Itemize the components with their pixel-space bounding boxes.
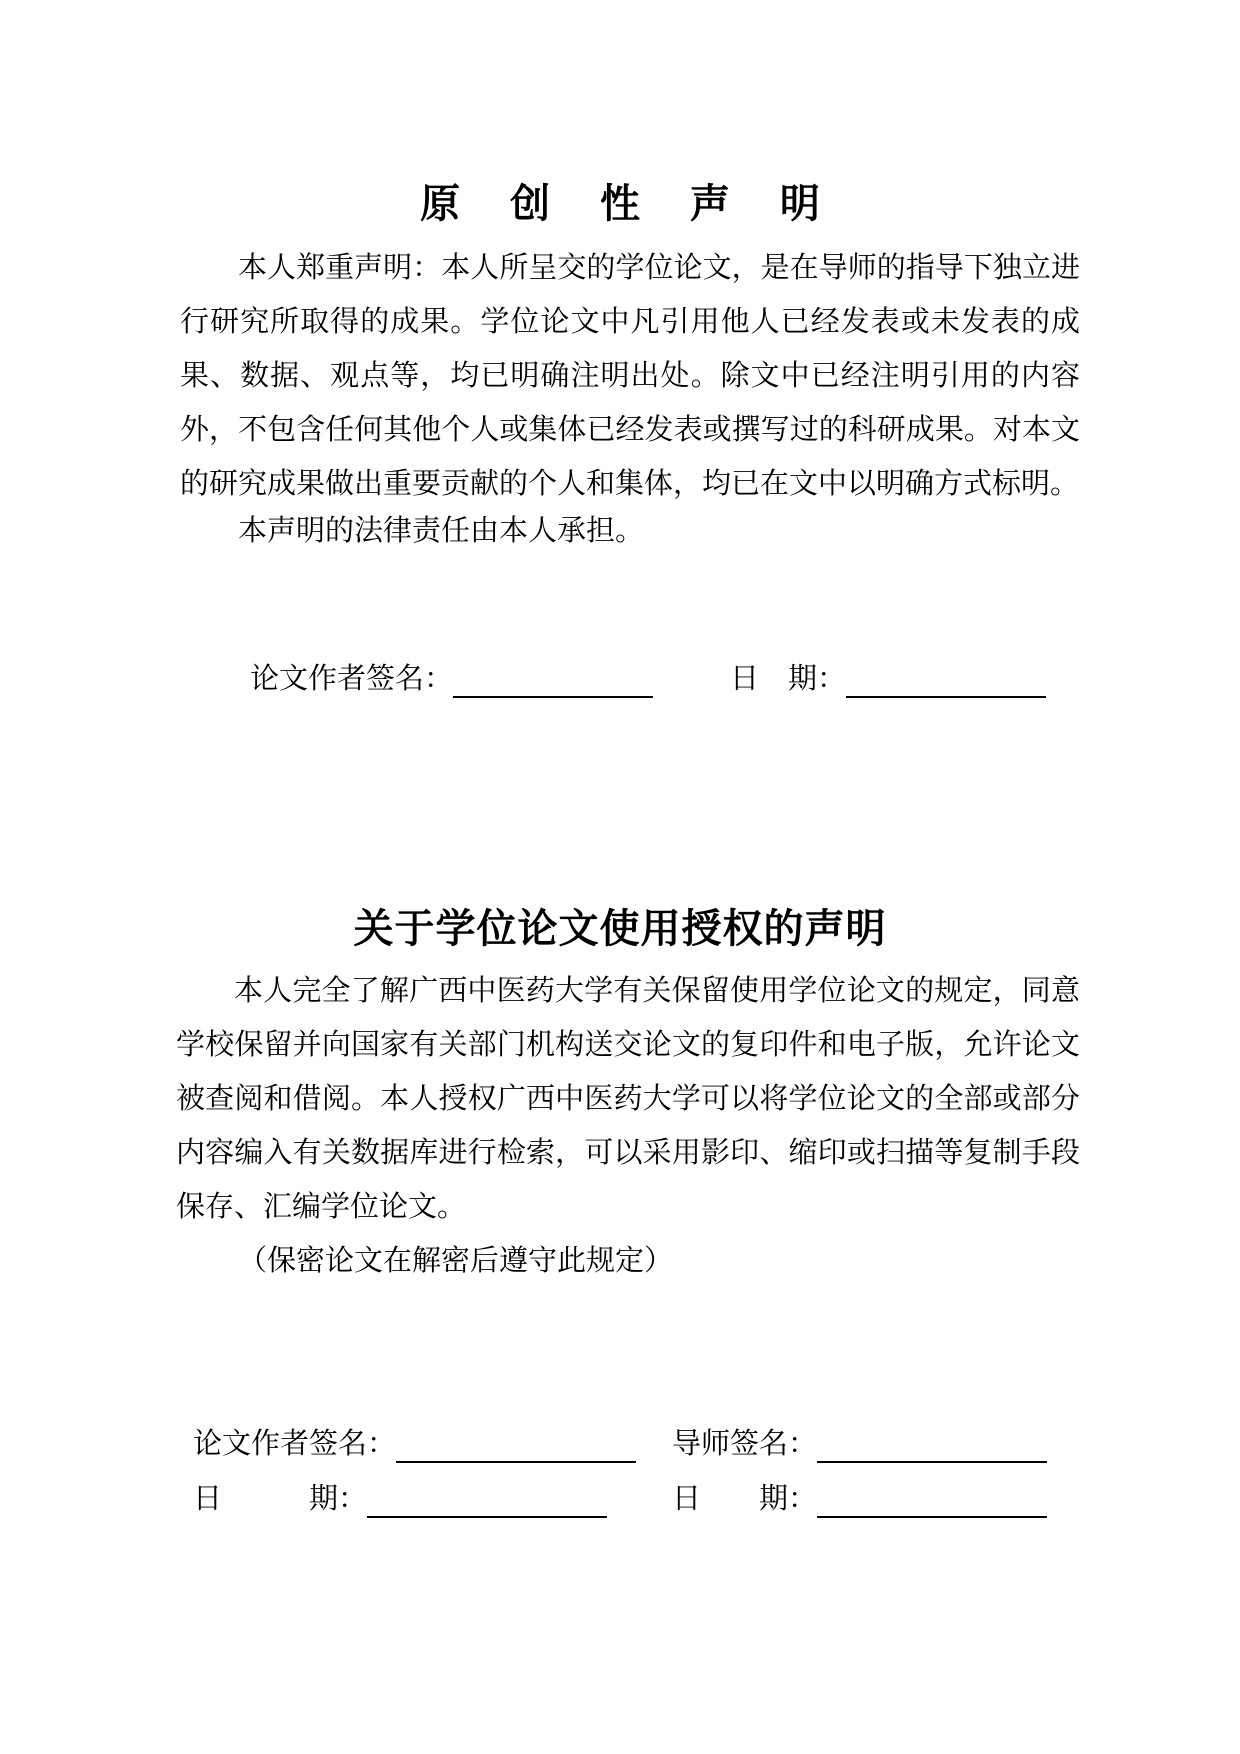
originality-responsibility: 本声明的法律责任由本人承担。 bbox=[238, 513, 645, 547]
authorization-title: 关于学位论文使用授权的声明 bbox=[353, 905, 887, 952]
supervisor-signature-label: 导师签名： bbox=[672, 1426, 818, 1460]
author-signature-line bbox=[396, 1431, 636, 1463]
confidential-note: （保密论文在解密后遵守此规定） bbox=[238, 1243, 674, 1277]
date-label: 日 期： bbox=[730, 661, 847, 695]
author-signature-line bbox=[453, 666, 653, 698]
originality-body: 本人郑重声明：本人所呈交的学位论文，是在导师的指导下独立进行研究所取得的成果。学位论文中凡引用他人已经发表或未发表的成果、数据、观点等，均已明确注明出处。除文中已经注明引用的内容外，不包含任何其他个人或集体已经发表或撰写过的科研成果。对本文的研究成果做出重要贡献的个人和集体，均已在文中以明确方式标明。 bbox=[180, 250, 1080, 500]
authorization-body: 本人完全了解广西中医药大学有关保留使用学位论文的规定，同意学校保留并向国家有关部门机构送交论文的复印件和电子版，允许论文被查阅和借阅。本人授权广西中医药大学可以将学位论文的全部或部分内容编入有关数据库进行检索，可以采用影印、缩印或扫描等复制手段保存、汇编学位论文。 bbox=[176, 973, 1080, 1223]
author-date-label: 日 期： bbox=[193, 1481, 368, 1515]
originality-date bbox=[730, 658, 1046, 698]
authorization-author-signature bbox=[193, 1423, 636, 1463]
authorization-author-date bbox=[193, 1478, 607, 1518]
supervisor-date-label: 日 期： bbox=[672, 1481, 818, 1515]
originality-title: 原 创 性 声 明 bbox=[420, 180, 838, 227]
supervisor-date-line bbox=[817, 1486, 1047, 1518]
authorization-supervisor-date bbox=[672, 1478, 1047, 1518]
authorization-supervisor-signature bbox=[672, 1423, 1047, 1463]
author-signature-label: 论文作者签名： bbox=[193, 1426, 397, 1460]
originality-author-signature bbox=[250, 658, 653, 698]
date-line bbox=[846, 666, 1046, 698]
author-date-line bbox=[367, 1486, 607, 1518]
author-signature-label: 论文作者签名： bbox=[250, 661, 454, 695]
supervisor-signature-line bbox=[817, 1431, 1047, 1463]
